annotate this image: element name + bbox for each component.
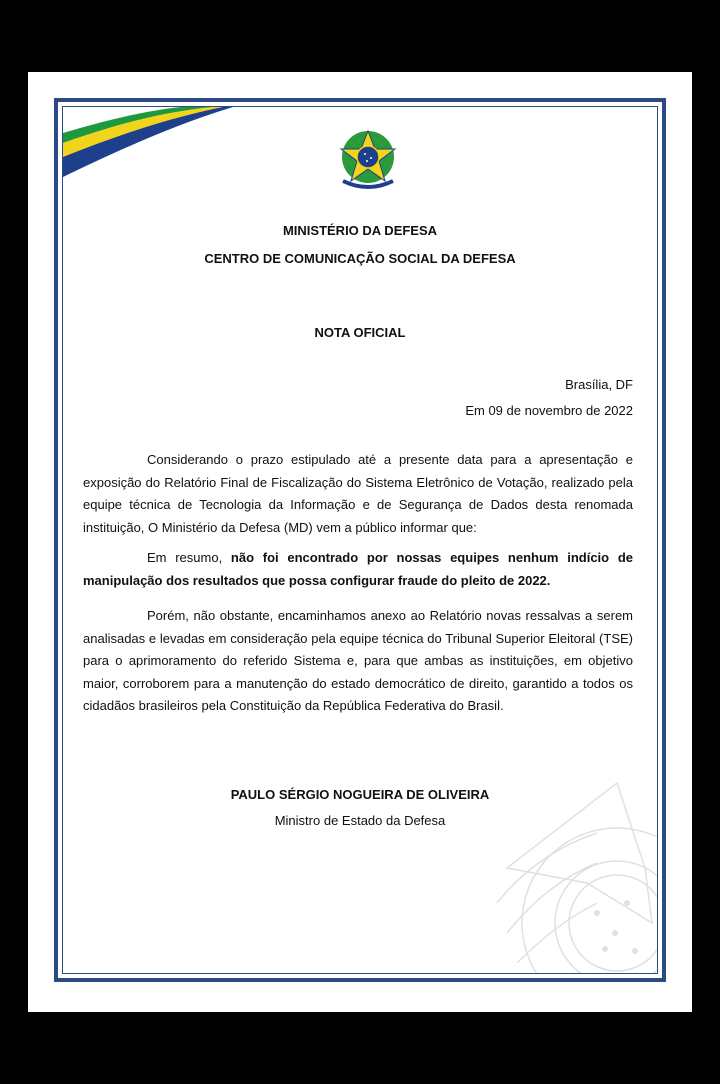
org-line-2: CENTRO DE COMUNICAÇÃO SOCIAL DA DEFESA bbox=[204, 251, 516, 266]
flag-swoosh-decoration bbox=[63, 107, 243, 207]
date-line: Em 09 de novembro de 2022 bbox=[465, 403, 633, 418]
signatory-role: Ministro de Estado da Defesa bbox=[274, 813, 446, 828]
document-title: NOTA OFICIAL bbox=[314, 325, 406, 340]
coat-of-arms-icon bbox=[333, 127, 403, 197]
paragraph-2-highlight: não foi encontrado por nossas equipes nenhum indício de manipulação dos resultados que possa configurar fraude do pleito de 2022. bbox=[83, 550, 633, 588]
document-border bbox=[54, 98, 666, 982]
document-page bbox=[28, 72, 692, 1012]
paragraph-2-lead: Em resumo, bbox=[147, 550, 231, 565]
paragraph-1: Considerando o prazo estipulado até a presente data para a apresentação e exposição do Relatório Final de Fiscalização do Sistema Eletrônico de Votação, realizado pela equipe técnica de Tecnologia da Informação e de Segurança de Dados desta renomada instituição, O Ministério da Defesa (MD) vem a público informar que: bbox=[83, 452, 633, 535]
paragraph-2 bbox=[83, 547, 633, 592]
org-line-1: MINISTÉRIO DA DEFESA bbox=[282, 223, 438, 238]
location-line: Brasília, DF bbox=[565, 377, 633, 392]
paragraph-3: Porém, não obstante, encaminhamos anexo ao Relatório novas ressalvas a serem analisadas e levadas em consideração pela equipe técnica do Tribunal Superior Eleitoral (TSE) para o aprimoramento do referido Sistema e, para que ambas as instituições, em objetivo maior, corroborem para a manutenção do estado democrático de direito, garantido a todos os cidadãos brasileiros pela Constituição da República Federativa do Brasil. bbox=[83, 608, 633, 713]
signatory-name: PAULO SÉRGIO NOGUEIRA DE OLIVEIRA bbox=[230, 787, 490, 802]
coat-of-arms-watermark-icon bbox=[477, 773, 657, 973]
